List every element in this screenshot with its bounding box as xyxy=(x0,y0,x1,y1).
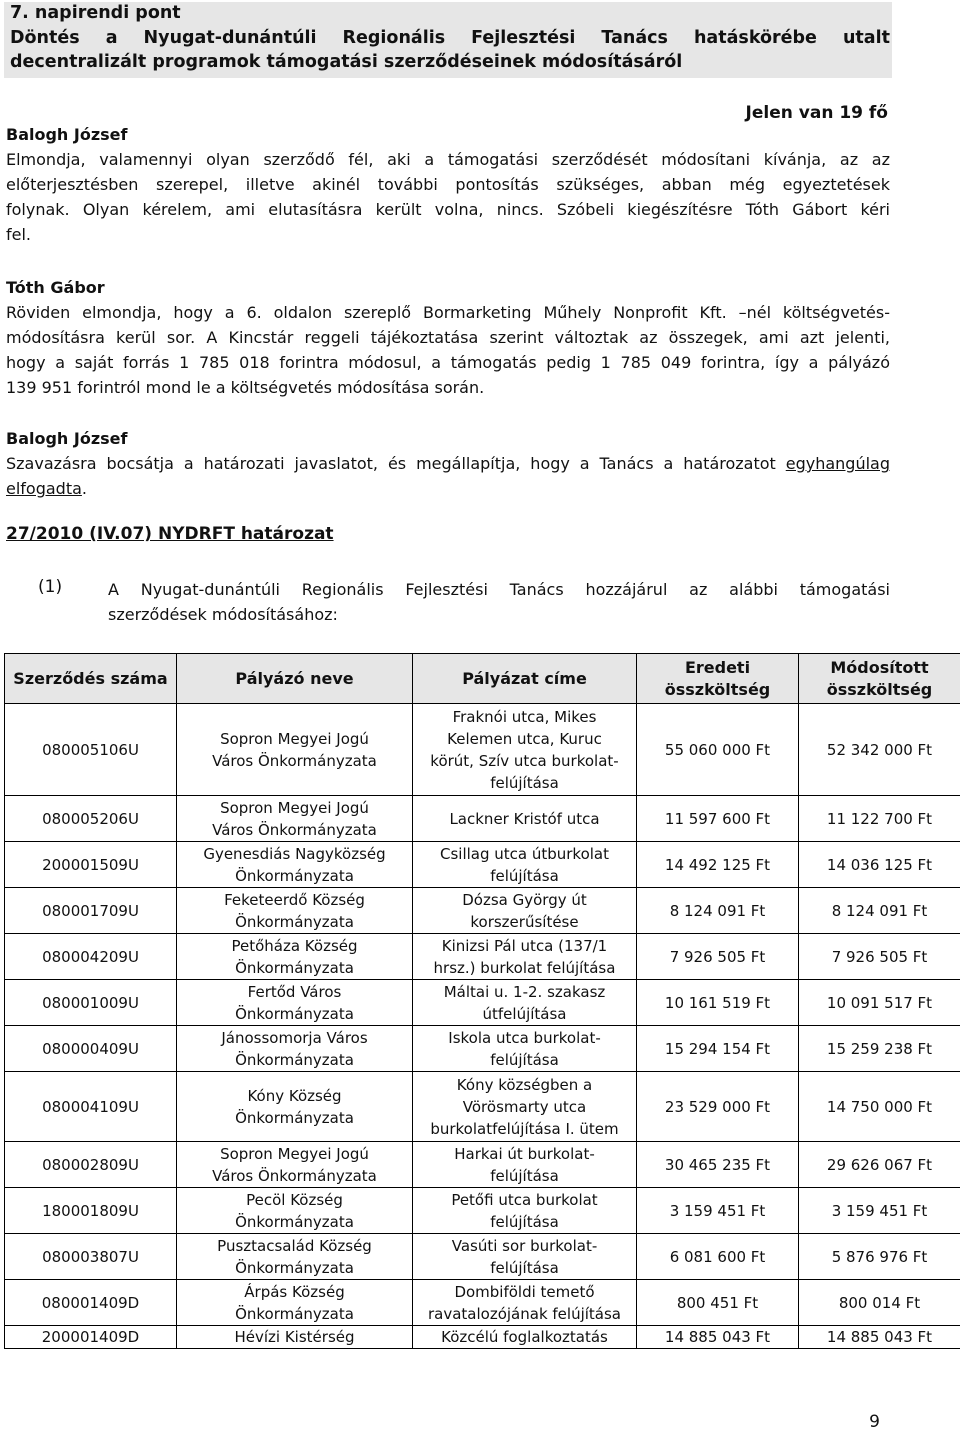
modified-cost-cell: 52 342 000 Ft xyxy=(799,704,960,796)
table-row xyxy=(5,1072,960,1142)
original-cost-cell: 23 529 000 Ft xyxy=(637,1072,799,1142)
original-cost-cell: 14 885 043 Ft xyxy=(637,1326,799,1349)
cell-line: Kóny községben a xyxy=(456,1075,593,1094)
header-line: összköltség xyxy=(826,679,933,699)
contract-number-cell: 200001409D xyxy=(5,1326,177,1349)
cell-line: Dombiföldi temető xyxy=(454,1282,595,1301)
speech-line: folynak. Olyan kérelem, ami elutasításra került volna, nincs. Szóbeli kiegészítésre Tóth Gábort kéri xyxy=(6,200,890,219)
project-cell xyxy=(413,1026,637,1072)
speech-line xyxy=(6,476,890,501)
original-cost-cell: 10 161 519 Ft xyxy=(637,980,799,1026)
contract-number-cell: 080002809U xyxy=(5,1142,177,1188)
contract-number-cell: 080000409U xyxy=(5,1026,177,1072)
cell-line: Iskola utca burkolat- xyxy=(448,1028,601,1047)
cell-line: felújítása xyxy=(490,1258,559,1277)
agenda-title-word: a xyxy=(105,28,118,48)
original-cost-cell: 14 492 125 Ft xyxy=(637,842,799,888)
cell-line: Város Önkormányzata xyxy=(212,1166,377,1185)
cell-line: Lackner Kristóf utca xyxy=(449,809,600,828)
contracts-table xyxy=(4,653,960,1349)
cell-line: Jánossomorja Város xyxy=(221,1028,368,1047)
speech-block-2 xyxy=(6,275,890,400)
table-row xyxy=(5,704,960,796)
project-cell xyxy=(413,888,637,934)
attendance-note: Jelen van 19 fő xyxy=(745,103,888,123)
speaker-name: Balogh József xyxy=(6,429,128,448)
cell-line: Sopron Megyei Jogú xyxy=(220,729,369,748)
applicant-cell xyxy=(177,796,413,842)
cell-line: Fraknói utca, Mikes xyxy=(452,707,597,726)
project-cell xyxy=(413,704,637,796)
cell-line: Petőháza Község xyxy=(231,936,358,955)
cell-line: Csillag utca útburkolat xyxy=(439,844,610,863)
speech-text: . xyxy=(81,479,87,498)
speech-line: fel. xyxy=(6,225,32,244)
speech-line: módosításra kerül sor. A Kincstár reggeli tájékoztatása szerint változtak az összegek, ami azt jelenti, xyxy=(6,328,890,347)
table-row xyxy=(5,1188,960,1234)
cell-line: Önkormányzata xyxy=(235,958,354,977)
page-number: 9 xyxy=(869,1412,880,1432)
cell-line: hrsz.) burkolat felújítása xyxy=(433,958,616,977)
decision-point-line: szerződések módosításához: xyxy=(108,605,338,624)
cell-line: Önkormányzata xyxy=(235,1304,354,1323)
underlined-text: elfogadta xyxy=(6,479,82,498)
column-header-original-cost xyxy=(637,654,799,704)
modified-cost-cell: 29 626 067 Ft xyxy=(799,1142,960,1188)
table-row xyxy=(5,1280,960,1326)
cell-line: Dózsa György út xyxy=(462,890,587,909)
speech-line: Röviden elmondja, hogy a 6. oldalon szereplő Bormarketing Műhely Nonprofit Kft. –nél költségvetés- xyxy=(6,303,890,322)
cell-line: Önkormányzata xyxy=(235,912,354,931)
agenda-heading: 7. napirendi pont xyxy=(10,3,181,23)
cell-line: felújítása xyxy=(490,866,559,885)
cell-line: Város Önkormányzata xyxy=(212,751,377,770)
agenda-title-word: Regionális xyxy=(342,28,446,48)
cell-line: útfelújítása xyxy=(482,1004,567,1023)
contract-number-cell: 180001809U xyxy=(5,1188,177,1234)
cell-line: felújítása xyxy=(490,1050,559,1069)
cell-line: Önkormányzata xyxy=(235,1212,354,1231)
project-cell xyxy=(413,1188,637,1234)
cell-line: Vasúti sor burkolat- xyxy=(451,1236,598,1255)
original-cost-cell: 6 081 600 Ft xyxy=(637,1234,799,1280)
original-cost-cell: 7 926 505 Ft xyxy=(637,934,799,980)
applicant-cell xyxy=(177,1072,413,1142)
project-cell xyxy=(413,1234,637,1280)
agenda-header-box xyxy=(4,2,892,78)
project-cell xyxy=(413,796,637,842)
applicant-cell xyxy=(177,934,413,980)
cell-line: Közcélú foglalkoztatás xyxy=(441,1328,608,1346)
original-cost-cell: 8 124 091 Ft xyxy=(637,888,799,934)
cell-line: Vörösmarty utca xyxy=(462,1097,587,1116)
project-cell xyxy=(413,980,637,1026)
cell-line: Kinizsi Pál utca (137/1 xyxy=(441,936,608,955)
speech-line: Elmondja, valamennyi olyan szerződő fél, aki a támogatási szerződését módosítani kívánja, az az xyxy=(6,150,890,169)
cell-line: Hévízi Kistérség xyxy=(234,1328,355,1346)
cell-line: felújítása xyxy=(490,773,559,792)
cell-line: Pusztacsalád Község xyxy=(217,1236,372,1255)
modified-cost-cell: 7 926 505 Ft xyxy=(799,934,960,980)
cell-line: Árpás Község xyxy=(244,1282,345,1301)
contract-number-cell: 080005106U xyxy=(5,704,177,796)
modified-cost-cell: 15 259 238 Ft xyxy=(799,1026,960,1072)
applicant-cell xyxy=(177,842,413,888)
project-cell xyxy=(413,1280,637,1326)
contract-number-cell: 200001509U xyxy=(5,842,177,888)
cell-line: Kóny Község xyxy=(247,1086,342,1105)
speech-block-1 xyxy=(6,122,890,247)
cell-line: burkolatfelújítása I. ütem xyxy=(430,1119,619,1138)
original-cost-cell: 55 060 000 Ft xyxy=(637,704,799,796)
applicant-cell xyxy=(177,888,413,934)
contract-number-cell: 080001709U xyxy=(5,888,177,934)
underlined-text: egyhangúlag xyxy=(785,454,890,473)
cell-line: körút, Szív utca burkolat- xyxy=(430,751,619,770)
table-row xyxy=(5,1142,960,1188)
speech-line: előterjesztésben szerepel, illetve akinél további pontosítás szükséges, abban még egyeztetések xyxy=(6,175,890,194)
modified-cost-cell: 3 159 451 Ft xyxy=(799,1188,960,1234)
contract-number-cell: 080004109U xyxy=(5,1072,177,1142)
contract-number-cell: 080005206U xyxy=(5,796,177,842)
speech-line: 139 951 forintról mond le a költségvetés módosítása során. xyxy=(6,378,485,397)
speaker-name: Balogh József xyxy=(6,125,128,144)
speech-text: Szavazásra bocsátja a határozati javaslatot, és megállapítja, hogy a Tanács a határozatot xyxy=(6,454,786,473)
agenda-title-word: utalt xyxy=(842,28,890,48)
cell-line: Önkormányzata xyxy=(235,1108,354,1127)
speech-block-3 xyxy=(6,426,890,501)
cell-line: Kelemen utca, Kuruc xyxy=(447,729,602,748)
speech-line xyxy=(6,451,890,476)
table-row xyxy=(5,934,960,980)
speech-line: hogy a saját forrás 1 785 018 forintra módosul, a támogatás pedig 1 785 049 forintra, így a pályázó xyxy=(6,353,890,372)
applicant-cell xyxy=(177,1142,413,1188)
table-row xyxy=(5,796,960,842)
column-header-applicant: Pályázó neve xyxy=(177,654,413,704)
modified-cost-cell: 5 876 976 Ft xyxy=(799,1234,960,1280)
project-cell xyxy=(413,1142,637,1188)
cell-line: Város Önkormányzata xyxy=(212,820,377,839)
applicant-cell xyxy=(177,1326,413,1349)
cell-line: Önkormányzata xyxy=(235,1258,354,1277)
cell-line: felújítása xyxy=(490,1212,559,1231)
original-cost-cell: 15 294 154 Ft xyxy=(637,1026,799,1072)
modified-cost-cell: 10 091 517 Ft xyxy=(799,980,960,1026)
agenda-title-word: hatáskörébe xyxy=(693,28,817,48)
project-cell xyxy=(413,1072,637,1142)
modified-cost-cell: 14 750 000 Ft xyxy=(799,1072,960,1142)
cell-line: ravatalozójának felújítása xyxy=(427,1304,621,1323)
header-line: Módosított xyxy=(830,657,929,677)
contract-number-cell: 080004209U xyxy=(5,934,177,980)
column-header-project: Pályázat címe xyxy=(413,654,637,704)
cell-line: Sopron Megyei Jogú xyxy=(220,1144,369,1163)
table-header-row xyxy=(5,654,960,704)
agenda-title-word: Nyugat-dunántúli xyxy=(143,28,317,48)
header-line: összköltség xyxy=(664,679,771,699)
cell-line: Önkormányzata xyxy=(235,866,354,885)
cell-line: felújítása xyxy=(490,1166,559,1185)
table-row xyxy=(5,1326,960,1349)
modified-cost-cell: 8 124 091 Ft xyxy=(799,888,960,934)
agenda-title-line-1 xyxy=(10,28,890,48)
cell-line: Petőfi utca burkolat xyxy=(451,1190,598,1209)
contract-number-cell: 080001009U xyxy=(5,980,177,1026)
applicant-cell xyxy=(177,1026,413,1072)
applicant-cell xyxy=(177,980,413,1026)
column-header-contract-number: Szerződés száma xyxy=(5,654,177,704)
applicant-cell xyxy=(177,1234,413,1280)
cell-line: Fertőd Város xyxy=(247,982,342,1001)
agenda-title-word: Fejlesztési xyxy=(471,28,576,48)
decision-point-text xyxy=(108,577,890,627)
cell-line: Önkormányzata xyxy=(235,1004,354,1023)
original-cost-cell: 800 451 Ft xyxy=(637,1280,799,1326)
agenda-title-word: Döntés xyxy=(10,28,80,48)
modified-cost-cell: 11 122 700 Ft xyxy=(799,796,960,842)
modified-cost-cell: 14 885 043 Ft xyxy=(799,1326,960,1349)
original-cost-cell: 30 465 235 Ft xyxy=(637,1142,799,1188)
original-cost-cell: 3 159 451 Ft xyxy=(637,1188,799,1234)
project-cell xyxy=(413,1326,637,1349)
project-cell xyxy=(413,934,637,980)
decision-point-number: (1) xyxy=(38,577,63,597)
cell-line: Pecöl Község xyxy=(246,1190,343,1209)
applicant-cell xyxy=(177,1280,413,1326)
project-cell xyxy=(413,842,637,888)
speaker-name: Tóth Gábor xyxy=(6,278,105,297)
table-row xyxy=(5,842,960,888)
modified-cost-cell: 14 036 125 Ft xyxy=(799,842,960,888)
agenda-title-line-2: decentralizált programok támogatási szerződéseinek módosításáról xyxy=(10,52,683,72)
cell-line: korszerűsítése xyxy=(470,912,579,931)
cell-line: Máltai u. 1-2. szakasz xyxy=(443,982,606,1001)
table-row xyxy=(5,1234,960,1280)
table-body xyxy=(5,704,960,1349)
decision-title: 27/2010 (IV.07) NYDRFT határozat xyxy=(6,524,334,544)
cell-line: Gyenesdiás Nagyközség xyxy=(203,844,386,863)
table-row xyxy=(5,980,960,1026)
table-row xyxy=(5,888,960,934)
cell-line: Harkai út burkolat- xyxy=(454,1144,595,1163)
decision-point-line: A Nyugat-dunántúli Regionális Fejlesztési Tanács hozzájárul az alábbi támogatási xyxy=(108,580,890,599)
original-cost-cell: 11 597 600 Ft xyxy=(637,796,799,842)
header-line: Eredeti xyxy=(684,657,751,677)
applicant-cell xyxy=(177,704,413,796)
cell-line: Feketeerdő Község xyxy=(224,890,365,909)
cell-line: Sopron Megyei Jogú xyxy=(220,798,369,817)
agenda-title-word: Tanács xyxy=(601,28,668,48)
column-header-modified-cost xyxy=(799,654,960,704)
cell-line: Önkormányzata xyxy=(235,1050,354,1069)
contract-number-cell: 080003807U xyxy=(5,1234,177,1280)
contract-number-cell: 080001409D xyxy=(5,1280,177,1326)
modified-cost-cell: 800 014 Ft xyxy=(799,1280,960,1326)
applicant-cell xyxy=(177,1188,413,1234)
table-row xyxy=(5,1026,960,1072)
